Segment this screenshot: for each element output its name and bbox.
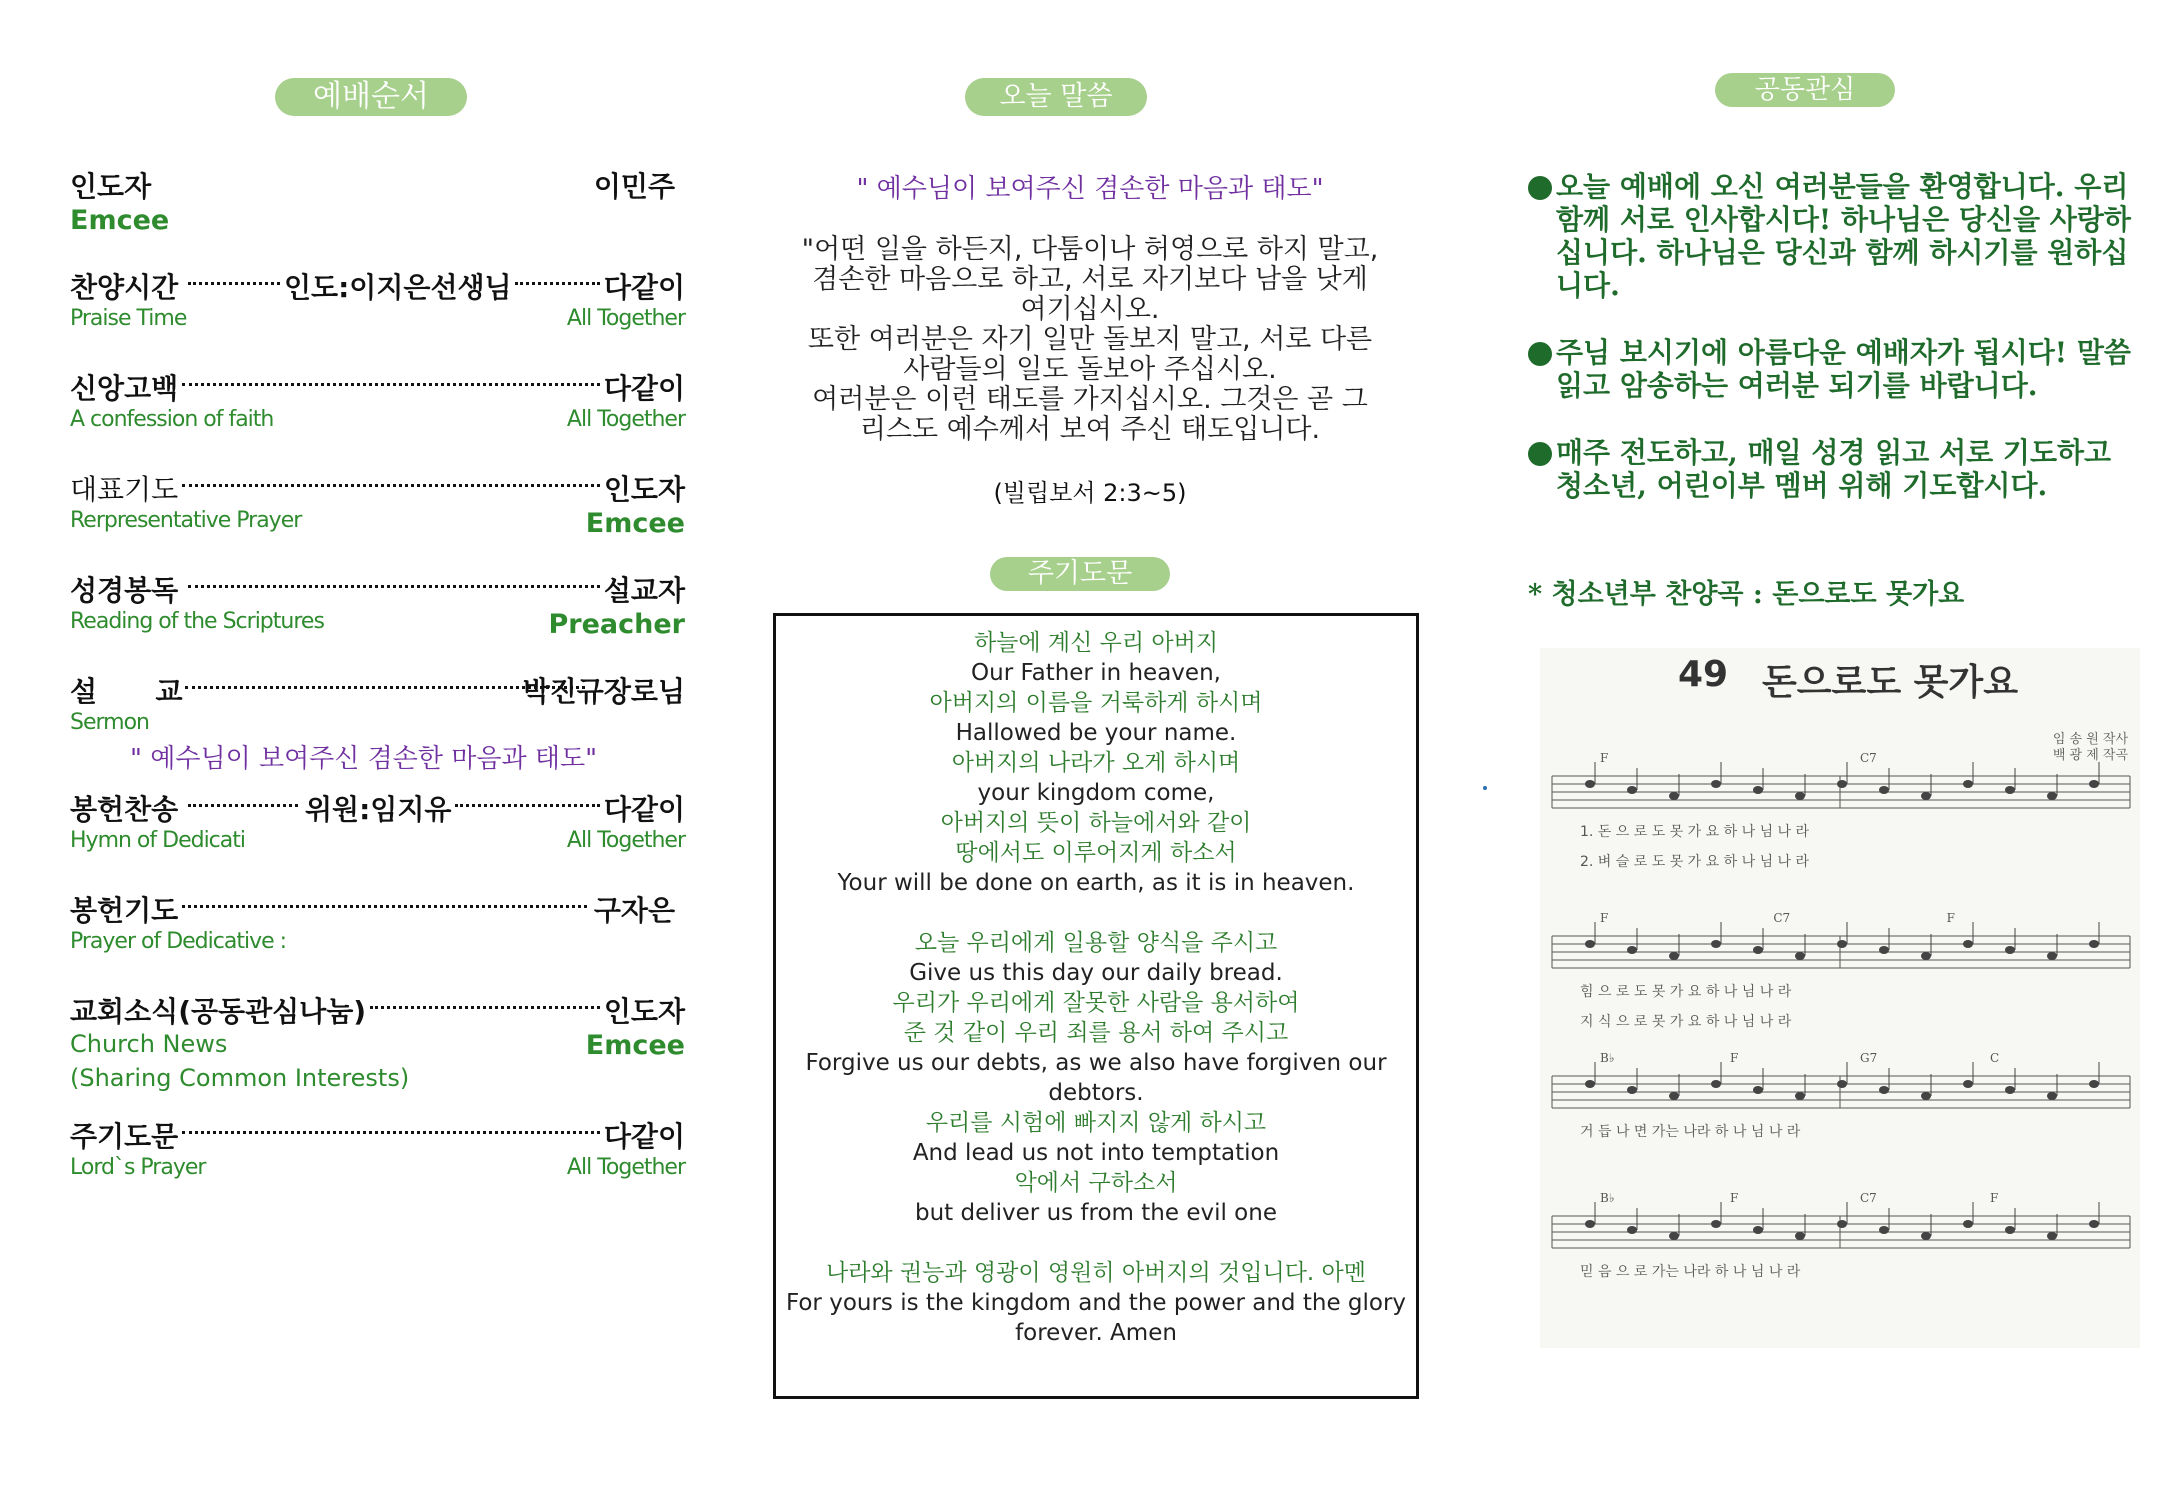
prayer-line: Hallowed be your name. (955, 720, 1237, 746)
note-head (2005, 946, 2015, 954)
note-head (1627, 946, 1637, 954)
order-row-representative-prayer (70, 468, 685, 569)
note-head (1879, 1086, 1889, 1094)
music-staves (1540, 648, 2140, 1348)
chord-label: G7 (1860, 1051, 1878, 1065)
prayer-header: 주기도문 (990, 557, 1170, 591)
song-title: 돈으로도 못가요 (1762, 662, 2018, 703)
order-item-label: 대표기도 (70, 473, 179, 506)
order-item-label: 교회소식(공동관심나눔) (70, 995, 367, 1028)
staff (1552, 911, 2130, 1030)
word-line: 리스도 예수께서 보여 주신 태도입니다. (859, 414, 1321, 445)
word-reference: (빌립보서 2:3~5) (993, 479, 1187, 507)
order-row-offering-hymn (70, 788, 685, 889)
prayer-line: 악에서 구하소서 (1014, 1170, 1178, 1196)
prayer-line: 아버지의 뜻이 하늘에서와 같이 (940, 810, 1252, 836)
song-number: 49 (1678, 654, 1729, 695)
song-credit-composer: 백 광 제 작곡 (2052, 748, 2128, 763)
prayer-line: debtors. (1048, 1080, 1144, 1106)
common-interests (1528, 170, 2138, 611)
sheet-music (1540, 648, 2140, 1348)
order-row-praise (70, 266, 685, 367)
order-row-offering-prayer (70, 889, 685, 990)
note-head (1963, 1080, 1973, 1088)
note-head (2005, 1226, 2015, 1234)
lyric-row: 믿 음 으 로 가는 나라 하 나 님 나 라 (1580, 1264, 1801, 1280)
order-item-english: Church News (70, 1030, 228, 1058)
sermon-title: " 예수님이 보여주신 겸손한 마음과 태도" (130, 744, 598, 774)
word-line: 겸손한 마음으로 하고, 서로 자기보다 남을 낫게 (812, 264, 1368, 295)
note-head (1795, 1232, 1805, 1240)
note-head (1711, 1220, 1721, 1228)
order-item-english-right: All Together (566, 828, 685, 853)
note-head (1669, 1092, 1679, 1100)
note-head (2089, 1220, 2099, 1228)
note-head (2005, 1086, 2015, 1094)
order-item-person: 다같이 (603, 1120, 685, 1153)
prayer-line: 아버지의 나라가 오게 하시며 (951, 750, 1241, 776)
order-item-english: Hymn of Dedicati (70, 828, 245, 853)
chord-label: C7 (1773, 911, 1791, 925)
note-head (1711, 780, 1721, 788)
prayer-line: 하늘에 계신 우리 아버지 (973, 630, 1219, 656)
order-row-lords-prayer (70, 1115, 685, 1216)
note-head (1669, 792, 1679, 800)
prayer-line: your kingdom come, (977, 780, 1215, 806)
note-head (1837, 780, 1847, 788)
note-head (1837, 940, 1847, 948)
order-item-label: 신앙고백 (70, 372, 179, 405)
note-head (2047, 1232, 2057, 1240)
chord-label: F (1730, 1191, 1739, 1205)
note-head (1585, 1220, 1595, 1228)
order-item-english: Rerpresentative Prayer (70, 508, 302, 533)
chord-label: F (1600, 911, 1609, 925)
note-head (2047, 1092, 2057, 1100)
prayer-line (776, 898, 1416, 928)
prayer-line: 우리를 시험에 빠지지 않게 하시고 (925, 1110, 1267, 1136)
prayer-line: Our Father in heaven, (971, 660, 1221, 686)
order-item-person: 인도자 (603, 995, 685, 1028)
order-row-scripture (70, 569, 685, 670)
note-head (1963, 1220, 1973, 1228)
order-item-label: 인도자 (70, 170, 152, 203)
lords-prayer-text (776, 616, 1416, 1348)
order-row-emcee (70, 165, 685, 266)
chord-label: C (1990, 1051, 2000, 1065)
chord-label: B♭ (1600, 1051, 1615, 1065)
order-row-sermon (70, 670, 685, 788)
prayer-line: Your will be done on earth, as it is in heaven. (837, 870, 1355, 896)
prayer-line: 나라와 권능과 영광이 영원히 아버지의 것입니다. 아멘 (826, 1260, 1366, 1286)
order-item-english: Emcee (70, 205, 170, 236)
note-head (1837, 1080, 1847, 1088)
lyric-row: 힘 으 로 도 못 가 요 하 나 님 나 라 (1580, 984, 1792, 1000)
word-passage (770, 235, 1410, 445)
order-item-label: 봉헌찬송 (70, 793, 179, 826)
note-head (1795, 952, 1805, 960)
bullet-dot-icon (1528, 442, 1552, 466)
note-head (1921, 1092, 1931, 1100)
word-title: " 예수님이 보여주신 겸손한 마음과 태도" (856, 174, 1324, 204)
order-header: 예배순서 (275, 78, 467, 116)
staff (1552, 1051, 2130, 1140)
order-of-worship (70, 165, 685, 1216)
note-head (1585, 780, 1595, 788)
note-head (2047, 792, 2057, 800)
notice-item: 주님 보시기에 아름다운 예배자가 됩시다! 말씀 읽고 암송하는 여러분 되기를 바랍니다. (1528, 336, 2138, 402)
staff (1552, 1191, 2130, 1280)
lords-prayer-box (773, 613, 1419, 1399)
note-head (1669, 1232, 1679, 1240)
lyric-row: 지 식 으 로 못 가 요 하 나 님 나 라 (1580, 1014, 1792, 1030)
note-head (2047, 952, 2057, 960)
chord-label: F (1946, 911, 1955, 925)
note-head (2089, 1080, 2099, 1088)
note-head (1753, 1086, 1763, 1094)
word-header: 오늘 말씀 (965, 78, 1147, 116)
note-head (2005, 786, 2015, 794)
note-head (2089, 940, 2099, 948)
chord-label: C7 (1860, 751, 1877, 765)
notice-item: 오늘 예배에 오신 여러분들을 환영합니다. 우리 함께 서로 인사합시다! 하나님은 당신을 사랑하십니다. 하나님은 당신과 함께 하시기를 원하십니다. (1528, 170, 2138, 302)
prayer-line: For yours is the kingdom and the power and the glory (785, 1290, 1407, 1316)
prayer-line: 우리가 우리에게 잘못한 사람을 용서하여 (892, 990, 1300, 1016)
note-head (1585, 940, 1595, 948)
order-item-person: 다같이 (603, 372, 685, 405)
stray-mark (1483, 786, 1487, 790)
chord-label: B♭ (1600, 1191, 1615, 1205)
order-item-english-right: Preacher (548, 609, 685, 640)
prayer-line: 아버지의 이름을 거룩하게 하시며 (929, 690, 1263, 716)
chord-label: F (1600, 751, 1609, 765)
lyric-row: 1. 돈 으 로 도 못 가 요 하 나 님 나 라 (1580, 824, 1810, 840)
common-header: 공동관심 (1715, 73, 1895, 107)
order-item-person: 다같이 (603, 793, 685, 826)
word-line: 사람들의 일도 돌보아 주십시오. (903, 354, 1277, 385)
note-head (1963, 940, 1973, 948)
todays-word (770, 168, 1410, 508)
prayer-line (776, 1228, 1416, 1258)
note-head (1921, 952, 1931, 960)
chord-label: F (1730, 1051, 1739, 1065)
order-item-english-right: All Together (566, 407, 685, 432)
order-item-label: 주기도문 (70, 1120, 179, 1153)
song-credit-lyricist: 임 송 원 작사 (2052, 732, 2128, 747)
lyric-row: 2. 벼 슬 로 도 못 가 요 하 나 님 나 라 (1580, 854, 1810, 870)
note-head (1711, 940, 1721, 948)
note-head (1879, 946, 1889, 954)
prayer-line: but deliver us from the evil one (915, 1200, 1277, 1226)
order-item-person: 다같이 (603, 271, 685, 304)
prayer-line: Forgive us our debts, as we also have forgiven our (805, 1050, 1387, 1076)
order-row-church-news (70, 990, 685, 1115)
bullet-dot-icon (1528, 176, 1552, 200)
order-row-confession (70, 367, 685, 468)
note-head (1585, 1080, 1595, 1088)
prayer-line: 오늘 우리에게 일용할 양식을 주시고 (914, 930, 1278, 956)
note-head (1921, 792, 1931, 800)
order-item-person: 인도자 (603, 473, 685, 506)
note-head (1627, 1086, 1637, 1094)
chord-label: F (1990, 1191, 1999, 1205)
order-item-label: 찬양시간 (70, 271, 179, 304)
prayer-line: And lead us not into temptation (912, 1140, 1280, 1166)
note-head (1795, 1092, 1805, 1100)
note-head (1837, 1220, 1847, 1228)
order-item-english-right: All Together (566, 1155, 685, 1180)
note-head (2089, 780, 2099, 788)
note-head (1669, 952, 1679, 960)
order-item-english: Reading of the Scriptures (70, 609, 324, 634)
order-item-leader: 위원:임지유 (305, 793, 452, 826)
note-head (1627, 786, 1637, 794)
note-head (1795, 792, 1805, 800)
note-head (1753, 1226, 1763, 1234)
note-head (1753, 946, 1763, 954)
note-head (1711, 1080, 1721, 1088)
order-item-english-2: (Sharing Common Interests) (70, 1064, 410, 1092)
order-item-english: Sermon (70, 710, 149, 735)
order-item-person: 구자은 (593, 894, 675, 927)
note-head (1627, 1226, 1637, 1234)
word-line: 여러분은 이런 태도를 가지십시오. 그것은 곧 그 (812, 384, 1368, 415)
prayer-line: 땅에서도 이루어지게 하소서 (955, 840, 1237, 866)
note-head (1921, 1232, 1931, 1240)
prayer-line: 준 것 같이 우리 죄를 용서 하여 주시고 (903, 1020, 1289, 1046)
staff (1552, 751, 2130, 870)
order-item-english-right: Emcee (585, 508, 685, 539)
order-item-english: Praise Time (70, 306, 187, 331)
word-line: "어떤 일을 하든지, 다툼이나 허영으로 하지 말고, (801, 234, 1379, 265)
order-item-english-right: All Together (566, 306, 685, 331)
bullet-dot-icon (1528, 342, 1552, 366)
note-head (1963, 780, 1973, 788)
order-item-person: 설교자 (603, 574, 685, 607)
order-item-label: 봉헌기도 (70, 894, 179, 927)
prayer-line: Give us this day our daily bread. (909, 960, 1283, 986)
chord-label: C7 (1860, 1191, 1877, 1205)
prayer-line: forever. Amen (1015, 1320, 1177, 1346)
note-head (1753, 786, 1763, 794)
note-head (1879, 786, 1889, 794)
order-item-english: A confession of faith (70, 407, 274, 432)
order-item-english-right: Emcee (585, 1030, 685, 1061)
order-item-english: Prayer of Dedicative : (70, 929, 287, 954)
order-item-english: Lord`s Prayer (70, 1155, 206, 1180)
word-line: 또한 여러분은 자기 일만 돌보지 말고, 서로 다른 (807, 324, 1373, 355)
lyric-row: 거 듭 나 면 가는 나라 하 나 님 나 라 (1580, 1124, 1801, 1140)
order-item-label: 성경봉독 (70, 574, 179, 607)
notice-item: 매주 전도하고, 매일 성경 읽고 서로 기도하고 청소년, 어린이부 멤버 위해 기도합시다. (1528, 436, 2138, 502)
youth-song-line: * 청소년부 찬양곡 : 돈으로도 못가요 (1528, 579, 1965, 610)
order-item-label: 설 교 (70, 675, 183, 708)
order-item-person: 이민주 (593, 170, 675, 203)
note-head (1879, 1226, 1889, 1234)
order-item-person: 박진규장로님 (522, 675, 685, 708)
order-item-leader: 인도:이지은선생님 (284, 271, 512, 304)
word-line: 여기십시오. (1020, 294, 1160, 325)
